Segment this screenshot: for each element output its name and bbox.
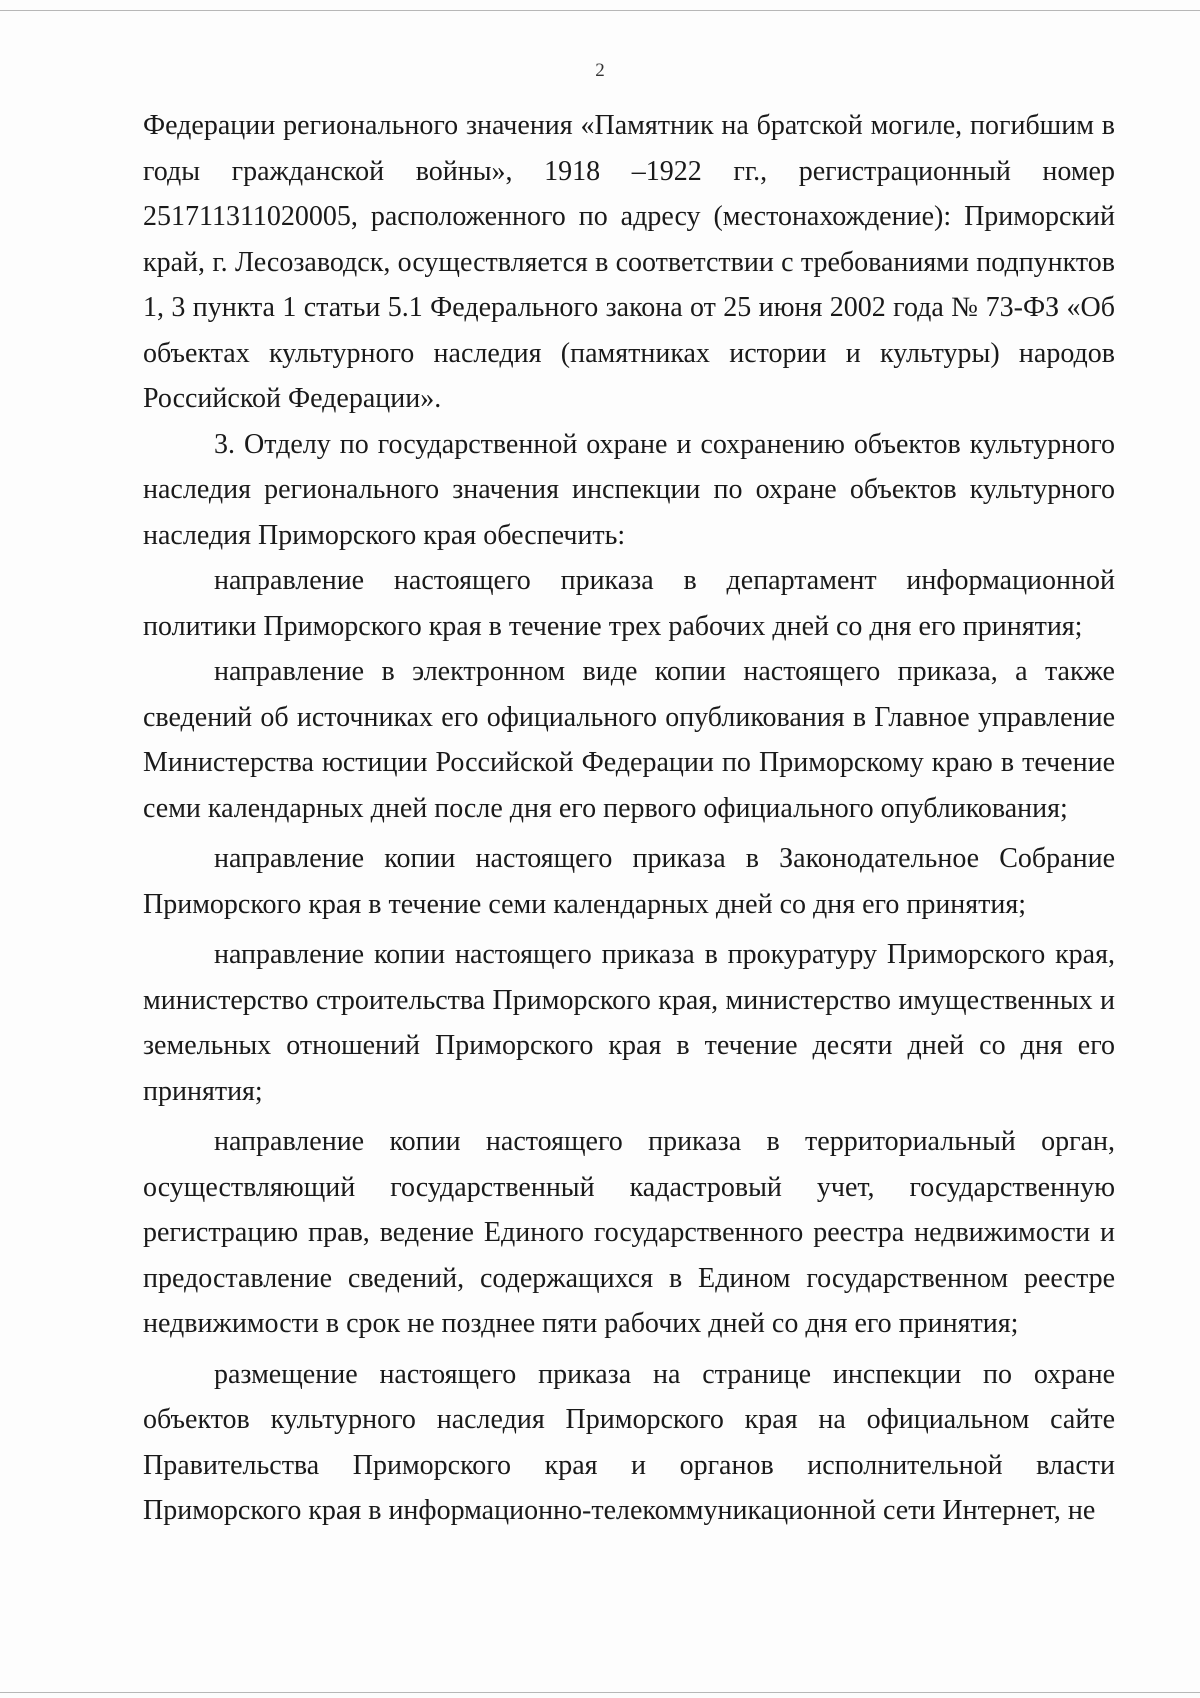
paragraph-item-3: 3. Отделу по государственной охране и сохранению объектов культурного наследия регионального значения инспекции по охране объектов культурного наследия Приморского края обеспечить: [143,428,1115,551]
paragraph-direction-prosecutor: направление копии настоящего приказа в прокуратуру Приморского края, министерство строительства Приморского края, министерство имущественных и земельных отношений Приморского края в течение десяти дней со дня его принятия; [143,939,1115,1107]
paragraph-direction-ministry-justice: направление в электронном виде копии настоящего приказа, а также сведений об источниках его официального опубликования в Главное управление Министерства юстиции Российской Федерации по Приморскому краю в течение семи календарных дней после дня его первого официального опубликования; [143,656,1115,824]
paragraph-publication-website: размещение настоящего приказа на странице инспекции по охране объектов культурного наследия Приморского края на официальном сайте Правительства Приморского края и органов исполнительной власти Приморского края в информационно-телекоммуникационной сети Интернет, не [143,1358,1115,1526]
scan-bottom-edge [0,1692,1200,1693]
paragraph-direction-legislative-assembly: направление копии настоящего приказа в Законодательное Собрание Приморского края в течение семи календарных дней со дня его принятия; [143,843,1115,920]
scan-top-edge [0,10,1200,11]
paragraph-continuation: Федерации регионального значения «Памятник на братской могиле, погибшим в годы гражданской войны», 1918 –1922 гг., регистрационный номер 251711311020005, расположенного по адресу (местонахождение): Приморский край, г. Лесозаводск, осуществляется в соответствии с требованиями подпунктов 1, 3 пункта 1 статьи 5.1 Федерального закона от 25 июня 2002 года № 73-ФЗ «Об объектах культурного наследия (памятниках истории и культуры) народов Российской Федерации». [143,110,1115,414]
page-number: 2 [595,60,605,81]
paragraph-direction-info-policy: направление настоящего приказа в департамент информационной политики Приморского края в течение трех рабочих дней со дня его принятия; [143,565,1115,642]
paragraph-direction-cadastre: направление копии настоящего приказа в территориальный орган, осуществляющий государственный кадастровый учет, государственную регистрацию прав, ведение Единого государственного реестра недвижимости и предоставление сведений, содержащихся в Едином государственном реестре недвижимости в срок не позднее пяти рабочих дней со дня его принятия; [143,1126,1115,1339]
document-body [143,103,1115,1534]
